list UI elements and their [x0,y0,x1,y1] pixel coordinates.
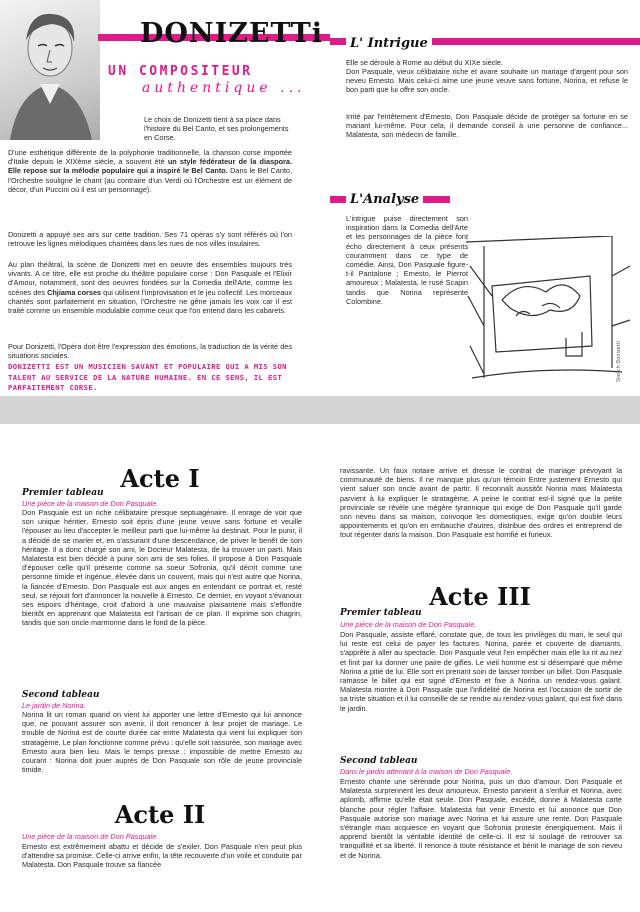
donizetti-portrait [0,0,100,140]
intro-p1-end: Dans le Bel Canto, l'Orchestre souligne le chant (au contraire d'un Verdi où l'Orchestre est un élément de décor, d'un Puccini où il est un personnage). [8,166,292,194]
page-title: DONIZETTi [140,18,324,49]
intrigue-paragraph-2: Don Pasquale, vieux célibataire riche et avare souhaite un mariage d'argent pour son neveu Ernesto. Mais celui-ci aime une jeune veuve sans fortune, Norina, et refuse le bon parti que lui offre son oncle. [346,67,628,95]
acte2-text: Ernesto est extrêmement abattu et décide de s'exiler. Don Pasquale n'en peut plus d'attendre sa promise. Celle-ci arrive enfin, la tête recouverte d'un voile et conduite par Malatesta. Don Pasquale trouve sa fiancée [22,842,302,870]
subtitle-line1: UN COMPOSITEUR [108,64,253,79]
intro-paragraph-2: Donizetti a appuyé ses airs sur cette tradition. Ses 71 opéras s'y sont référés où l'on retrouve les lignes mélodiques chantées dans les rues de nos villes insulaires. [8,230,292,249]
acte3-tableau1-text: Don Pasquale, assiste effaré, constate que, de tous les privilèges du mari, le seul qui lui reste est celui de payer les factures. Norina, parée et couverte de diamants, s'apprête à aller au spectacle. Don Pasquale veut l'en empêcher mais elle lui rit au nez et finit par lui donner une paire de gifles. Le vieil homme est si désemparé que même Norina a pitié de lui. Elle sort en prenant soin de laisser tomber un billet. Don Pasquale ramasse le billet qui est signé d'Ernesto et fixe à Norina un rendez-vous galant. Malatesta montre à Don Pasquale que l'infidélité de Norina est l'occasion de sortir de sa triste situation et il lui conseille de se rendre au rendez-vous galant, qui est fixé dans le jardin. [340,630,622,713]
acte3-tableau2-title: Second tableau [340,756,418,766]
sketch-drawing [462,236,632,386]
acte1-tableau2-text: Norina lit un roman quand on vient lui apporter une lettre d'Ernesto qui lui annonce que, ne pouvant assurer son avenir, il doit renoncer à leur projet de mariage. Le trouble de Norina est de courte durée car entre Malatesta qui vient lui expliquer son stratagème. Le plan fonctionne comme prévu : qu'elle soit rassurée, son mariage avec Ernesto aura bien lieu. Mais le temps presse : impossible de mettre Ernesto au courant : Norina doit jouer auprès de Don Pasquale son rôle de jeune provinciale timide. [22,710,302,775]
acte2-location: Une pièce de la maison de Don Pasquale. [22,832,159,841]
acte2-continued-text: ravissante. Un faux notaire arrive et dresse le contrat de mariage prévoyant la communauté de biens. Il ne manque plus qu'un témoin Entre justement Ernesto qui vient saluer son oncle avant de partir. Il reconnaît aussitôt Norina mais Malatesta parvient à lui expliquer le stratagème. A peine le contrat est-il signé que la petite provinciale se révèle une mégère tyrannique qui exige de Don Pasquale qu'il garde son neveu dans sa maison, convoque les domestiques, exige qu'on double leurs appointements et qu'on en embauche d'autres, distribue des ordres et entreprend de tout régenter dans la maison. Don Pasquale est horrifié et furieux. [340,466,622,540]
acte1-tableau1-title: Premier tableau [22,488,104,498]
theatre-sketch [462,236,632,386]
analyse-paragraph: L'intrigue puise directement son inspiration dans la Comedia dell'Arte et les personnages de la pièce font écho directement à ceux présents couramment dans ce type de comédie. Ainsi, Don Pasquale figure-t-il Pantalone ; Ernesto, le Pierrot amoureux ; Malatesta, le rusé Scapin tandis que Norina représente Colombine. [346,214,468,306]
intrigue-paragraph-3: Irrité par l'entêtement d'Ernesto, Don Pasquale décide de protéger sa fortune en se mariant lui-même. Pour cela, il demande conseil à une personne de confiance... Malatesta, son médecin de famille. [346,112,628,140]
intro-lead: Le choix de Donizetti tient à sa place dans l'histoire du Bel Canto, et ses prolongements en Corse. [144,115,289,143]
acte3-tableau1-title: Premier tableau [340,608,422,618]
sketch-signature: Sketch Donizetti [616,341,622,382]
intro-p1-bold: un style fédérateur de la diaspora. Elle repose sur la mélodie populaire qui a inspiré le Bel Canto. [8,157,292,176]
intro-paragraph-1 [8,148,292,194]
intrigue-paragraph-1: Elle se déroule à Rome au début du XIXe siècle. [346,58,503,67]
intro-p3-end: qui utilisent l'improvisation et le jeu collectif. Les morceaux chantés sont parfaitement en situation, l'Orchestre ne gêne jamais les voix car il est traité comme un ensemble modulable comme ceux que l'on entend dans les cabarets. [8,287,292,316]
intro-p3-start: Au plan théâtral, la scène de Donizetti met en oeuvre des ensembles toujours très vivants. A ce titre, elle est proche du théâtre populaire corse : Don Pasquale et l'Elixir d'Amour, notamment, sont des oeuvres fondées sur la Comedia dell'Arte, comme les scènes des [8,260,292,297]
acte1-tableau1-location: Une pièce de la maison de Don Pasquale. [22,499,159,508]
acte1-tableau1-text: Don Pasquale est un riche célibataire presque septuagénaire. Il enrage de voir que son unique héritier, Ernesto soit épris d'une jeune veuve sans fortune et veuille l'épouser au lieu d'accepter le meilleur parti que lui-même lui destinait. Pour le punir, il a décidé de se marier et, en s'assurant d'une descendance, de priver le benêt de son héritage. Il a donc chargé son ami, le Docteur Malatesta, de lui trouver un parti. Mais Malatesta est bien décidé à punir son ami de ses folies. Il propose à Don Pasquale d'épouser celle qu'il présente comme sa soeur Sofronia, qu'il décrit comme une personne timide et ingénue, élevée dans un couvent, mais qui n'est autre que Norina, la fiancée d'Ernesto. Don Pasquale est aux anges en entendant ce portrait et, resté seul, se réjouit fort d'annoncer la nouvelle à Ernesto. Ce dernier, en voyant s'évanouir ses espoirs d'héritage, croit d'abord à une mauvaise plaisanterie mais s'effondre bientôt en apprenant que Malatesta est l'artisan de ce plan. Il exprime son chagrin, tandis que son oncle marmonne dans le fond de la pièce. [22,508,302,628]
intro-p3-bold: Chjiama corses [47,287,102,297]
portrait-drawing [0,0,100,140]
analyse-heading: L'Analyse [346,192,423,207]
closing-statement: DONIZETTI EST UN MUSICIEN SAVANT ET POPULAIRE QUI A MIS SON TALENT AU SERVICE DE LA NATURE HUMAINE. EN CE SENS, IL EST PARFAITEMENT CORSE. [8,362,287,392]
acte1-tableau2-location: Le jardin de Norina. [22,701,86,710]
intro-p1-start: D'une esthétique différente de la polyphonie traditionnelle, la chanson corse importée d'Italie depuis le XIXème siècle, a souvent été [8,148,292,167]
acte2-heading: Acte II [114,800,206,829]
intro-paragraph-3 [8,260,292,315]
acte1-heading: Acte I [120,464,200,493]
acte3-tableau2-location: Dans le jardin attenant à la maison de Don Pasquale. [340,767,513,776]
intro-paragraph-4: Pour Donizetti, l'Opéra doit être l'expression des émotions, la traduction de la vérité des situations sociales. [8,342,292,361]
subtitle-line2: authentique ... [142,80,306,96]
acte3-tableau2-text: Ernesto chante une sérénade pour Norina, puis un duo d'amour. Don Pasquale et Malatesta surprennent les deux amoureux. Ernesto parvient à s'enfuir et Norina, avec aplomb, affirme qu'elle était seule. Don Pasquale, excédé, donne à Malatesta carte blanche pour régler l'affaire. Malatesta fait venir Ernesto et lui annonce que Don Pasquale autorise son mariage avec Norina et lui assure une rente. Don Pasquale s'étrangle mais acquiesce en voyant que Sofronia proteste énergiquement. Mais il apprend bientôt la véritable identité de celle-ci. Il est si soulagé de retrouver sa tranquillité et sa liberté. Il renonce à toute résistance et bénit le mariage de son neveu et de Norina. [340,777,622,860]
acte3-heading: Acte III [429,582,531,611]
acte1-tableau2-title: Second tableau [22,690,100,700]
page-top [0,0,640,396]
acte3-tableau1-location: Une pièce de la maison de Don Pasquale. [340,620,477,629]
page-bottom [0,424,640,912]
intrigue-heading: L' Intrigue [346,36,432,51]
